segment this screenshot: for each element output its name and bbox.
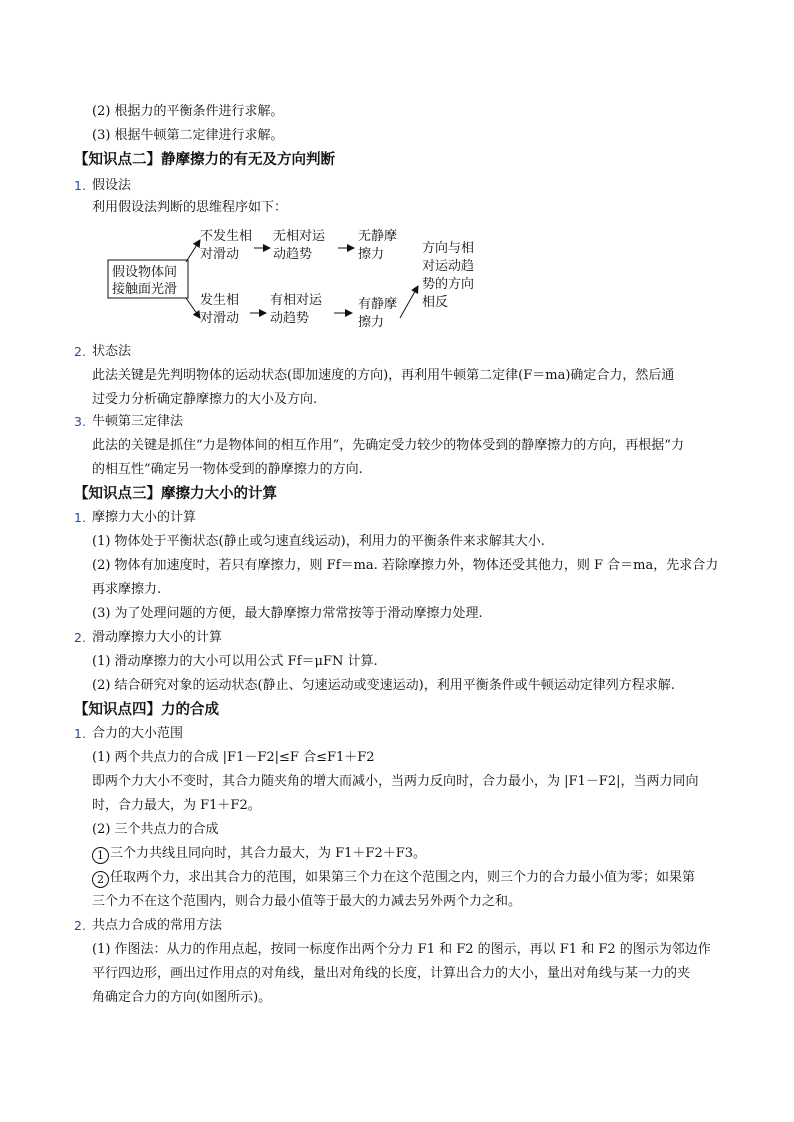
- arrow-start-top: [186, 240, 200, 262]
- bottom-node-2-line-2: 动趋势: [270, 311, 310, 326]
- s4-item-1-line-3: 时，合力最大，为 F1＋F2。: [92, 798, 261, 813]
- s3-item-1-line-4: (3) 为了处理问题的方便，最大静摩擦力常常按等于滑动摩擦力处理.: [92, 606, 483, 621]
- circled-point-1: [92, 844, 426, 864]
- s4-item-1-line-2: 即两个力大小不变时，其合力随夹角的增大而减小，当两力反向时，合力最小，为 |F1－F2|，当两力同向: [92, 774, 699, 789]
- result-line-2: 对运动趋: [422, 259, 475, 274]
- s4-item-1-title: 合力的大小范围: [92, 726, 184, 741]
- s3-item-2-title: 滑动摩擦力大小的计算: [92, 630, 223, 645]
- section-4-heading: 【知识点四】力的合成: [74, 702, 219, 718]
- result-line-4: 相反: [422, 295, 449, 310]
- start-box-line-1: 假设物体间: [112, 265, 178, 280]
- arrow-to-result: [400, 286, 418, 318]
- s2-item-3-line-2: 的相互性”确定另一物体受到的静摩擦力的方向.: [92, 462, 363, 477]
- circled-point-1-text: 三个力共线且同向时，其合力最大，为 F1＋F2＋F3。: [110, 846, 427, 861]
- s3-item-1-line-2: (2) 物体有加速度时，若只有摩擦力，则 Ff＝ma. 若除摩擦力外，物体还受其他力，则 F 合＝ma，先求合力: [92, 558, 719, 573]
- circled-point-2-text-line-1: 任取两个力，求出其合力的范围，如果第三个力在这个范围之内，则三个力的合力最小值为零；如果第: [110, 870, 696, 885]
- s2-item-1-number: 1.: [74, 178, 86, 193]
- circled-point-2: [92, 868, 695, 888]
- reasoning-flow-diagram: [100, 218, 520, 336]
- bottom-node-1-line-2: 对滑动: [200, 311, 240, 326]
- s3-item-1-title: 摩擦力大小的计算: [92, 510, 197, 525]
- s4-item-2-line-3: 角确定合力的方向(如图所示)。: [92, 990, 272, 1005]
- s4-item-1-number: 1.: [74, 726, 86, 741]
- s2-item-1-line-1: 利用假设法判断的思维程序如下：: [92, 200, 288, 215]
- s2-item-2-title: 状态法: [92, 344, 132, 359]
- arrow-start-bottom: [186, 298, 200, 318]
- top-node-3-line-2: 擦力: [358, 247, 385, 262]
- s3-item-1-line-1: (1) 物体处于平衡状态(静止或匀速直线运动)，利用力的平衡条件来求解其大小.: [92, 534, 545, 549]
- result-line-3: 势的方向: [422, 277, 475, 292]
- bottom-node-1-line-1: 发生相: [200, 293, 240, 308]
- s4-item-1-line-1: (1) 两个共点力的合成 |F1－F2|≤F 合≤F1＋F2: [92, 750, 375, 765]
- s3-item-1-number: 1.: [74, 510, 86, 525]
- section-2-heading: 【知识点二】静摩擦力的有无及方向判断: [74, 152, 335, 168]
- s4-item-1-line-4: (2) 三个共点力的合成: [92, 822, 219, 837]
- result-line-1: 方向与相: [422, 241, 475, 256]
- circled-point-2-text-line-2: 三个力不在这个范围内，则合力最小值等于最大的力减去另外两个力之和。: [92, 894, 522, 909]
- s3-item-2-line-2: (2) 结合研究对象的运动状态(静止、匀速运动或变速运动)，利用平衡条件或牛顿运动定律列方程求解.: [92, 678, 675, 693]
- s3-item-2-line-1: (1) 滑动摩擦力的大小可以用公式 Ff＝μFN 计算.: [92, 654, 378, 669]
- bottom-node-3-line-2: 擦力: [358, 315, 385, 330]
- bottom-node-3-line-1: 有静摩: [358, 297, 398, 312]
- top-node-1-line-1: 不发生相: [200, 229, 253, 244]
- s2-item-3-title: 牛顿第三定律法: [92, 414, 184, 429]
- s2-item-1-title: 假设法: [92, 178, 132, 193]
- s2-item-3-number: 3.: [74, 414, 86, 429]
- section-3-heading: 【知识点三】摩擦力大小的计算: [74, 486, 277, 502]
- top-node-3-line-1: 无静摩: [358, 229, 398, 244]
- circled-number-2: 2: [92, 871, 109, 888]
- s4-item-2-number: 2.: [74, 918, 86, 933]
- s2-item-2-line-2: 过受力分析确定静摩擦力的大小及方向.: [92, 392, 318, 407]
- top-node-2-line-2: 动趋势: [273, 247, 313, 262]
- s3-item-2-number: 2.: [74, 630, 86, 645]
- intro-line-2: (2) 根据力的平衡条件进行求解。: [92, 104, 284, 119]
- s3-item-1-line-3: 再求摩擦力.: [92, 582, 162, 597]
- s2-item-2-number: 2.: [74, 344, 86, 359]
- s2-item-3-line-1: 此法的关键是抓住“力是物体间的相互作用”，先确定受力较少的物体受到的静摩擦力的方向，再根据“力: [92, 438, 684, 453]
- top-node-1-line-2: 对滑动: [200, 247, 240, 262]
- circled-number-1: 1: [92, 847, 109, 864]
- s4-item-2-line-1: (1) 作图法：从力的作用点起，按同一标度作出两个分力 F1 和 F2 的图示，再以 F1 和 F2 的图示为邻边作: [92, 942, 711, 957]
- top-node-2-line-1: 无相对运: [273, 229, 326, 244]
- intro-line-3: (3) 根据牛顿第二定律进行求解。: [92, 128, 284, 143]
- start-box-line-2: 接触面光滑: [112, 282, 178, 297]
- s4-item-2-line-2: 平行四边形，画出过作用点的对角线，量出对角线的长度，计算出合力的大小，量出对角线与某一力的夹: [92, 966, 691, 981]
- s4-item-2-title: 共点力合成的常用方法: [92, 918, 223, 933]
- bottom-node-2-line-1: 有相对运: [270, 293, 323, 308]
- s2-item-2-line-1: 此法关键是先判明物体的运动状态(即加速度的方向)，再利用牛顿第二定律(F＝ma)确定合力，然后通: [92, 368, 675, 383]
